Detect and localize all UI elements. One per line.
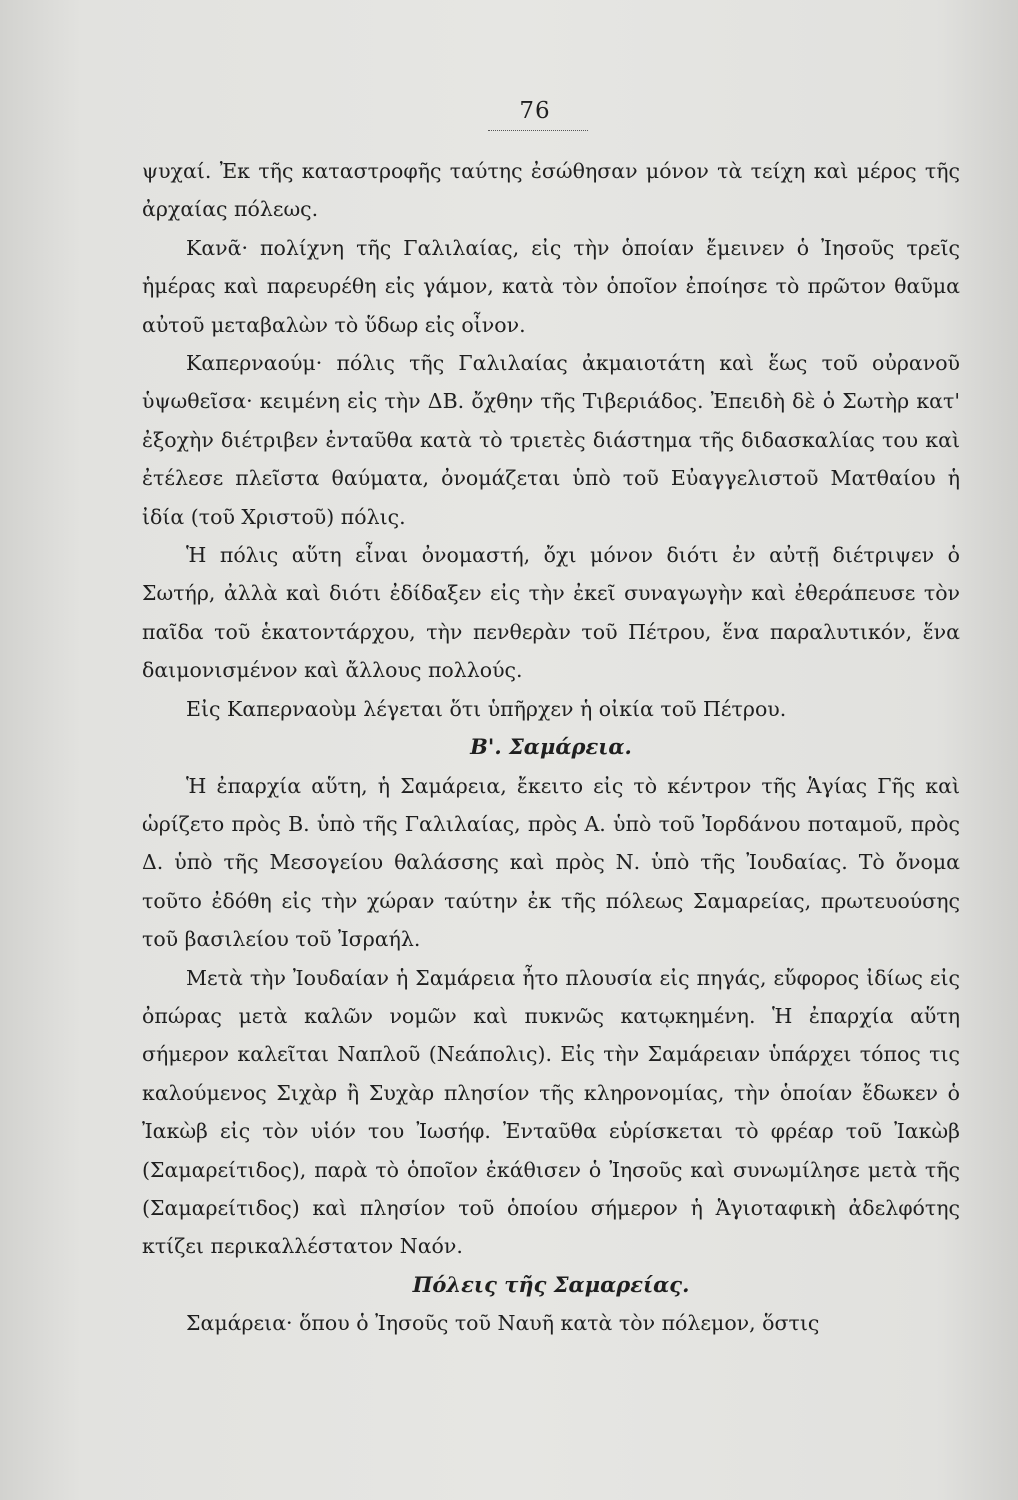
paragraph-continuation: ψυχαί. Ἐκ τῆς καταστροφῆς ταύτης ἐσώθησαν μόνον τὰ τείχη καὶ μέρος τῆς ἀρχαίας πόλεως. xyxy=(142,159,960,222)
paragraph-samaria-description: Μετὰ τὴν Ἰουδαίαν ἡ Σαμάρεια ἦτο πλουσία εἰς πηγάς, εὔφορος ἰδίως εἰς ὀπώρας μετὰ καλῶν νομῶν καὶ πυκνῶς κατῳκημένη. Ἡ ἐπαρχία αὕτη σήμερον καλεῖται Ναπλοῦ (Νεάπολις). Εἰς τὴν Σαμάρειαν ὑπάρχει τόπος τις καλούμενος Σιχὰρ ἢ Συχὰρ πλησίον τῆς κληρονομίας, τὴν ὁποίαν ἔδωκεν ὁ Ἰακὼβ εἰς τὸν υἱόν του Ἰωσήφ. Ἐνταῦθα εὑρίσκεται τὸ φρέαρ τοῦ Ἰακὼβ (Σαμαρείτιδος), παρὰ τὸ ὁποῖον ἐκάθισεν ὁ Ἰησοῦς καὶ συνωμίλησε μετὰ τῆς (Σαμαρείτιδος) καὶ πλησίον τοῦ ὁποίου σήμερον ἡ Ἁγιοταφικὴ ἀδελφότης κτίζει περικαλλέστατον Ναόν. xyxy=(142,965,960,1259)
paragraph-capernaum-fame: Ἡ πόλις αὕτη εἶναι ὀνομαστή, ὄχι μόνον διότι ἐν αὐτῇ διέτριψεν ὁ Σωτήρ, ἀλλὰ καὶ διότι ἐδίδαξεν εἰς τὴν ἐκεῖ συναγωγὴν καὶ ἐθεράπευσε τὸν παῖδα τοῦ ἑκατοντάρχου, τὴν πενθερὰν τοῦ Πέτρου, ἕνα παραλυτικόν, ἕνα δαιμονισμένον καὶ ἄλλους πολλούς. xyxy=(142,543,960,683)
body-text xyxy=(142,152,960,1343)
paragraph-kana: Κανᾶ· πολίχνη τῆς Γαλιλαίας, εἰς τὴν ὁποίαν ἔμεινεν ὁ Ἰησοῦς τρεῖς ἡμέρας καὶ παρευρέθη εἰς γάμον, κατὰ τὸν ὁποῖον ἐποίησε τὸ πρῶτον θαῦμα αὐτοῦ μεταβαλὼν τὸ ὕδωρ εἰς οἶνον. xyxy=(142,235,960,337)
paragraph-samaria-city: Σαμάρεια· ὅπου ὁ Ἰησοῦς τοῦ Ναυῆ κατὰ τὸν πόλεμον, ὅστις xyxy=(186,1311,820,1336)
paragraph-peter-house: Εἰς Καπερναοὺμ λέγεται ὅτι ὑπῆρχεν ἡ οἰκία τοῦ Πέτρου. xyxy=(186,696,787,721)
section-heading-samaria: Β'. Σαμάρεια. xyxy=(470,734,632,760)
section-heading-cities: Πόλεις τῆς Σαμαρείας. xyxy=(412,1271,690,1297)
paragraph-capernaum: Καπερναούμ· πόλις τῆς Γαλιλαίας ἀκμαιοτάτη καὶ ἕως τοῦ οὐρανοῦ ὑψωθεῖσα· κειμένη εἰς τὴν ΔΒ. ὄχθην τῆς Τιβεριάδος. Ἐπειδὴ δὲ ὁ Σωτὴρ κατ' ἐξοχὴν διέτριβεν ἐνταῦθα κατὰ τὸ τριετὲς διάστημα τῆς διδασκαλίας του καὶ ἐτέλεσε πλεῖστα θαύματα, ὀνομάζεται ὑπὸ τοῦ Εὐαγγελιστοῦ Ματθαίου ἡ ἰδία (τοῦ Χριστοῦ) πόλις. xyxy=(142,351,960,529)
page-number-rule xyxy=(488,130,588,131)
page-number: 76 xyxy=(519,98,551,124)
paragraph-samaria-borders: Ἡ ἐπαρχία αὕτη, ἡ Σαμάρεια, ἔκειτο εἰς τὸ κέντρον τῆς Ἁγίας Γῆς καὶ ὡρίζετο πρὸς Β. ὑπὸ τῆς Γαλιλαίας, πρὸς Α. ὑπὸ τοῦ Ἰορδάνου ποταμοῦ, πρὸς Δ. ὑπὸ τῆς Μεσογείου θαλάσσης καὶ πρὸς Ν. ὑπὸ τῆς Ἰουδαίας. Τὸ ὄνομα τοῦτο ἐδόθη εἰς τὴν χώραν ταύτην ἐκ τῆς πόλεως Σαμαρείας, πρωτευούσης τοῦ βασιλείου τοῦ Ἰσραήλ. xyxy=(142,773,960,952)
